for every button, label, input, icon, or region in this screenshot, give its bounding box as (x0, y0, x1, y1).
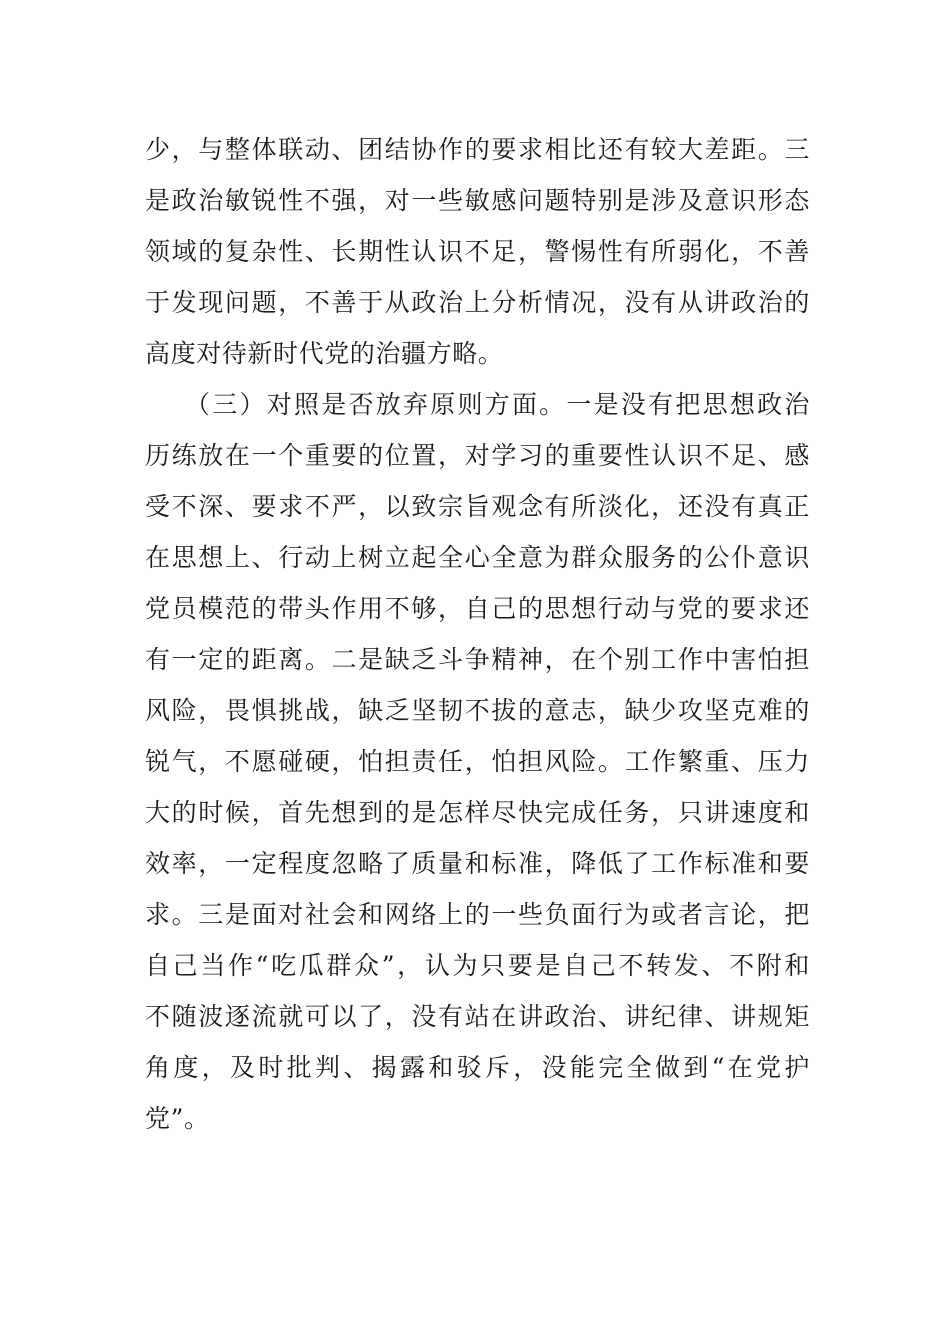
text-line: 少，与整体联动、团结协作的要求相比还有较大差距。三 (145, 135, 810, 164)
section-heading-line: （三）对照是否放弃原则方面。一是没有把思想政治 (185, 390, 810, 419)
text-line: 受不深、要求不严，以致宗旨观念有所淡化，还没有真正 (145, 492, 810, 521)
text-line: 历练放在一个重要的位置，对学习的重要性认识不足、感 (145, 441, 810, 470)
text-line: 效率，一定程度忽略了质量和标准，降低了工作标准和要 (145, 849, 810, 878)
text-line: 不随波逐流就可以了，没有站在讲政治、讲纪律、讲规矩 (145, 1002, 810, 1031)
text-line: 有一定的距离。二是缺乏斗争精神，在个别工作中害怕担 (145, 645, 810, 674)
text-line: 自己当作“吃瓜群众”，认为只要是自己不转发、不附和 (145, 951, 810, 980)
text-line: 在思想上、行动上树立起全心全意为群众服务的公仆意识 (145, 543, 810, 572)
text-line: 大的时候，首先想到的是怎样尽快完成任务，只讲速度和 (145, 798, 810, 827)
text-line: 于发现问题，不善于从政治上分析情况，没有从讲政治的 (145, 288, 810, 317)
text-line: 领域的复杂性、长期性认识不足，警惕性有所弱化，不善 (145, 237, 810, 266)
document-body (145, 124, 810, 1144)
text-line: 锐气，不愿碰硬，怕担责任，怕担风险。工作繁重、压力 (145, 747, 810, 776)
text-line: 求。三是面对社会和网络上的一些负面行为或者言论，把 (145, 900, 810, 929)
text-line: 是政治敏锐性不强，对一些敏感问题特别是涉及意识形态 (145, 186, 810, 215)
text-line: 角度，及时批判、揭露和驳斥，没能完全做到“在党护 (145, 1053, 810, 1082)
text-line: 高度对待新时代党的治疆方略。 (145, 339, 504, 368)
text-line: 党”。 (145, 1104, 210, 1133)
text-line: 风险，畏惧挑战，缺乏坚韧不拔的意志，缺少攻坚克难的 (145, 696, 810, 725)
paragraph-section-three (145, 379, 810, 1144)
paragraph-continued (145, 124, 810, 379)
text-line: 党员模范的带头作用不够，自己的思想行动与党的要求还 (145, 594, 810, 623)
